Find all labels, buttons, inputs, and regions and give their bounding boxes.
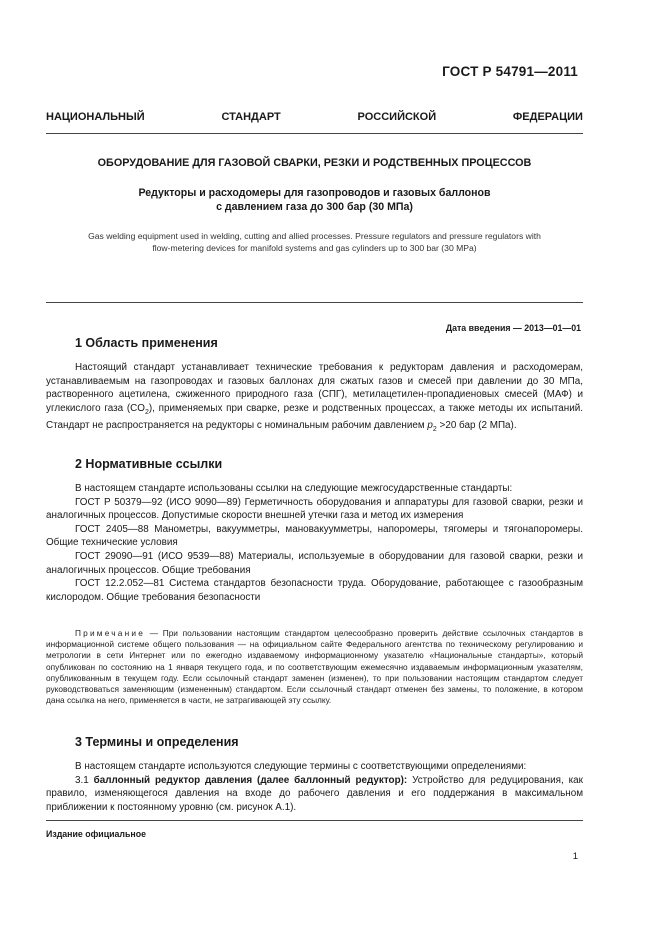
- subtitle-line: Редукторы и расходомеры для газопроводов и газовых баллонов: [138, 187, 491, 199]
- references-lead: В настоящем стандарте использованы ссылки на следующие межгосударственные стандарты:: [75, 483, 513, 494]
- introduction-date: Дата введения — 2013—01—01: [445, 323, 581, 333]
- footer-divider: [46, 820, 583, 821]
- header-divider: [46, 133, 583, 134]
- national-standard-banner: [46, 111, 583, 123]
- gost-code: ГОСТ Р 54791—2011: [442, 64, 578, 79]
- pressure-variable: p: [427, 420, 433, 432]
- english-title-line: flow-metering devices for manifold systems and gas cylinders up to 300 bar (30 MPa): [152, 243, 477, 253]
- reference-item: ГОСТ 29090—91 (ИСО 9539—88) Материалы, используемые в оборудовании для газовой сварки, резки и аналогичных процессов. Общие требования: [46, 550, 583, 576]
- term-text: Устройство для редуцирования, как правило, изменяющегося давления на входе до рабочего давления и его поддержания в максимальном приближении к постоянному уровню (см. рисунок А.1).: [46, 774, 583, 813]
- scope-text: ), применяемых при сварке, резке и родственных процессах, а также методы их испытаний. Стандарт не распространяется на редукторы с номинальным рабочим давлением: [46, 402, 584, 432]
- reference-item: ГОСТ 12.2.052—81 Система стандартов безопасности труда. Оборудование, работающее с газообразным кислородом. Общие требования безопасности: [46, 578, 583, 603]
- term-definition: [46, 774, 583, 815]
- term-number: 3.1: [75, 774, 89, 786]
- title-divider: [46, 302, 583, 303]
- english-title-line: Gas welding equipment used in welding, cutting and allied processes. Pressure regulators and pressure regulators with: [88, 231, 541, 241]
- scope-text: Настоящий стандарт устанавливает технические требования к редукторам давления и расходомерам, устанавливаемым на газопроводах и газовых баллонах для сжатых газов и смесей при давлении до 30 МПа, растворенного ацетилена, сжиженного природного газа (СПГ), метилацетилен-пропадиеновых смесей (МАФ) и углекислого газа (CO: [46, 362, 583, 414]
- page-number: 1: [572, 851, 578, 862]
- term-name: баллонный редуктор давления (далее баллонный редуктор):: [93, 774, 408, 786]
- banner-word: ФЕДЕРАЦИИ: [512, 111, 583, 123]
- official-edition-label: Издание официальное: [46, 829, 146, 839]
- terms-block: [46, 760, 583, 814]
- banner-word: НАЦИОНАЛЬНЫЙ: [46, 111, 145, 123]
- scope-paragraph: [46, 361, 583, 437]
- note-text: — При пользовании настоящим стандартом целесообразно проверить действие ссылочных стандартов в информационной системе общего пользования — на официальном сайте Федерального агентства по техническому регулированию и метрологии в сети Интернет или по ежегодно издаваемому информационному указателю «Национальные стандарты», который опубликован по состоянию на 1 января текущего года, и по соответствующим ежемесячно издаваемым информационным указателям, опубликованным в текущем году. Если ссылочный стандарт заменен (изменен), то при пользовании настоящим стандартом следует руководствоваться заменяющим (измененным) стандартом. Если ссылочный стандарт отменен без замены, то положение, в котором дана ссылка на него, применяется в части, не затрагивающей эту ссылку.: [46, 628, 583, 706]
- section-heading-scope: 1 Область применения: [75, 336, 218, 350]
- english-title: [36, 230, 593, 254]
- reference-item: ГОСТ Р 50379—92 (ИСО 9090—89) Герметичность оборудования и аппаратуры для газовой сварки, резки и аналогичных процессов. Допустимые скорости внешней утечки газа и метод их измерения: [46, 496, 583, 522]
- document-subtitle: [46, 186, 583, 214]
- terms-lead: В настоящем стандарте используются следующие термины с соответствующими определениями:: [75, 761, 527, 772]
- banner-word: СТАНДАРТ: [221, 111, 281, 123]
- section-heading-references: 2 Нормативные ссылки: [75, 457, 223, 471]
- note-block: [46, 628, 583, 706]
- scope-text: >20 бар (2 МПа).: [436, 420, 517, 432]
- references-block: [46, 482, 583, 604]
- document-title: ОБОРУДОВАНИЕ ДЛЯ ГАЗОВОЙ СВАРКИ, РЕЗКИ И РОДСТВЕННЫХ ПРОЦЕССОВ: [97, 157, 532, 169]
- subtitle-line: с давлением газа до 300 бар (30 МПа): [216, 201, 413, 213]
- section-heading-terms: 3 Термины и определения: [75, 735, 239, 749]
- note-label: Примечание: [75, 628, 146, 638]
- subscript: 2: [144, 408, 149, 416]
- reference-item: ГОСТ 2405—88 Манометры, вакуумметры, мановакуумметры, напоромеры, тягомеры и тягонапоромеры. Общие технические условия: [46, 523, 583, 549]
- subscript: 2: [432, 426, 437, 434]
- banner-word: РОССИЙСКОЙ: [357, 111, 437, 123]
